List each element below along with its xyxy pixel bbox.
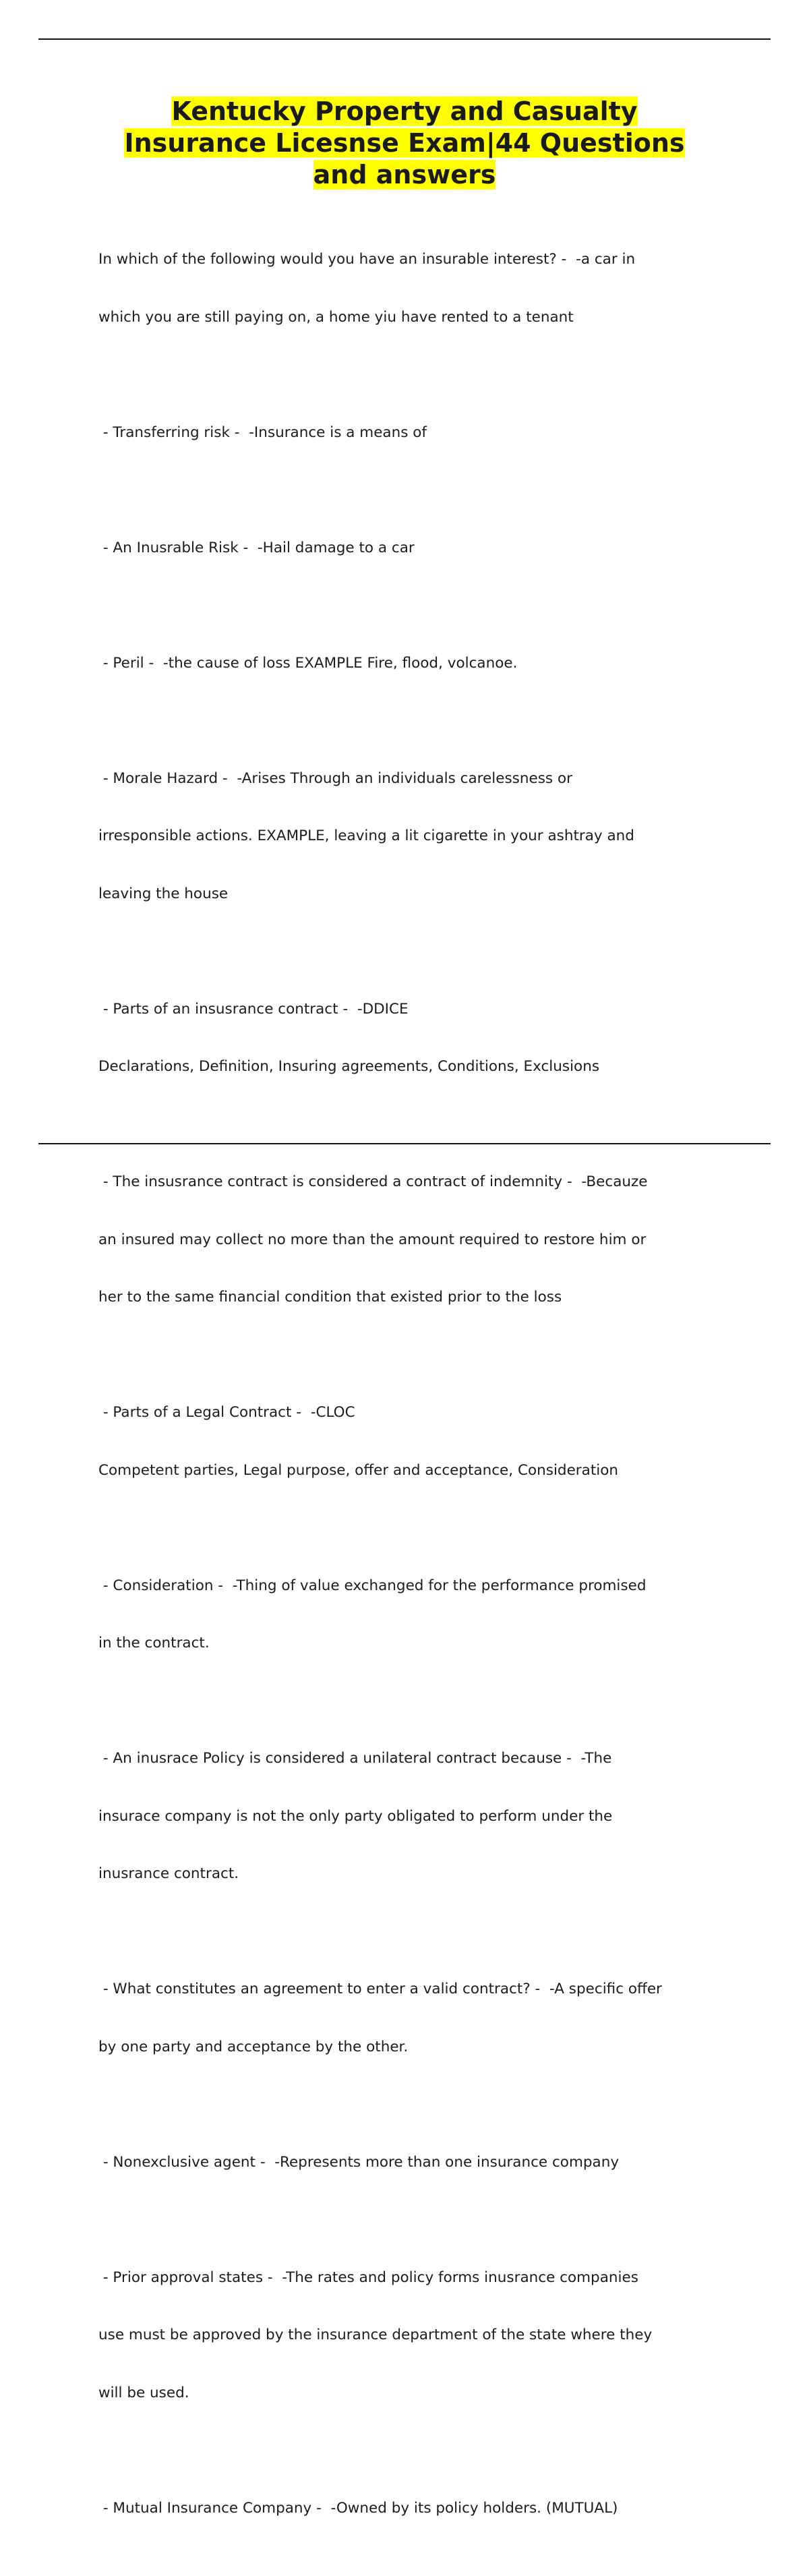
qa-item [98, 962, 736, 1115]
qa-item [98, 1365, 736, 1519]
qa-line: - Morale Hazard - -Arises Through an individuals carelessness or [98, 769, 572, 787]
qa-item [98, 2230, 736, 2442]
qa-line: In which of the following would you have an insurable interest? - -a car in [98, 251, 636, 268]
qa-line: inusrance contract. [98, 1865, 239, 1882]
qa-item [98, 2115, 736, 2211]
title-line: Insurance Licesnse Exam|44 Questions [124, 128, 685, 158]
qa-item [98, 500, 736, 597]
qa-item [98, 1711, 736, 1923]
qa-item [98, 385, 736, 481]
qa-line: - What constitutes an agreement to enter a valid contract? - -A specific offer [98, 1981, 662, 1997]
qa-line: her to the same financial condition that existed prior to the loss [98, 1289, 562, 1306]
qa-item [98, 616, 736, 712]
bottom-divider [38, 1143, 771, 1144]
qa-line: - Parts of a Legal Contract - -CLOC [98, 1404, 355, 1421]
qa-item [98, 731, 736, 943]
qa-line: - Peril - -the cause of loss EXAMPLE Fire, flood, volcanoe. [98, 654, 518, 672]
qa-item [98, 212, 736, 365]
document-title [67, 96, 742, 191]
qa-line: - An inusrace Policy is considered a unilateral contract because - -The [98, 1750, 612, 1767]
qa-line: in the contract. [98, 1635, 210, 1651]
qa-line: - Parts of an insusrance contract - -DDICE [98, 1000, 409, 1018]
qa-line: - Nonexclusive agent - -Represents more than one insurance company [98, 2153, 620, 2171]
qa-item [98, 1941, 736, 2095]
title-line: Kentucky Property and Casualty [171, 96, 638, 126]
title-line: and answers [313, 160, 496, 189]
qa-line: an insured may collect no more than the amount required to restore him or [98, 1231, 647, 1248]
qa-line: insurace company is not the only party obligated to perform under the [98, 1807, 613, 1825]
qa-item [98, 1538, 736, 1692]
qa-item [98, 1134, 736, 1346]
qa-list [98, 212, 736, 2576]
qa-line: which you are still paying on, a home yiu have rented to a tenant [98, 308, 574, 326]
qa-line: - Prior approval states - -The rates and policy forms inusrance companies [98, 2268, 638, 2286]
qa-line: - An Inusrable Risk - -Hail damage to a car [98, 539, 415, 556]
qa-line: - Mutual Insurance Company - -Owned by its policy holders. (MUTUAL) [98, 2499, 618, 2517]
qa-line: - The insusrance contract is considered a contract of indemnity - -Becauze [98, 1173, 648, 1190]
qa-line: Competent parties, Legal purpose, offer and acceptance, Consideration [98, 1461, 618, 1479]
qa-line: by one party and acceptance by the other. [98, 2038, 409, 2055]
qa-line: will be used. [98, 2384, 189, 2401]
qa-line: irresponsible actions. EXAMPLE, leaving a lit cigarette in your ashtray and [98, 827, 634, 844]
qa-line: Declarations, Definition, Insuring agreements, Conditions, Exclusions [98, 1058, 600, 1075]
qa-line: leaving the house [98, 885, 229, 902]
top-divider [38, 38, 771, 40]
qa-line: - Transferring risk - -Insurance is a means of [98, 423, 427, 441]
qa-item [98, 2461, 736, 2557]
qa-line: - Consideration - -Thing of value exchanged for the performance promised [98, 1577, 647, 1594]
qa-line: use must be approved by the insurance department of the state where they [98, 2326, 653, 2343]
